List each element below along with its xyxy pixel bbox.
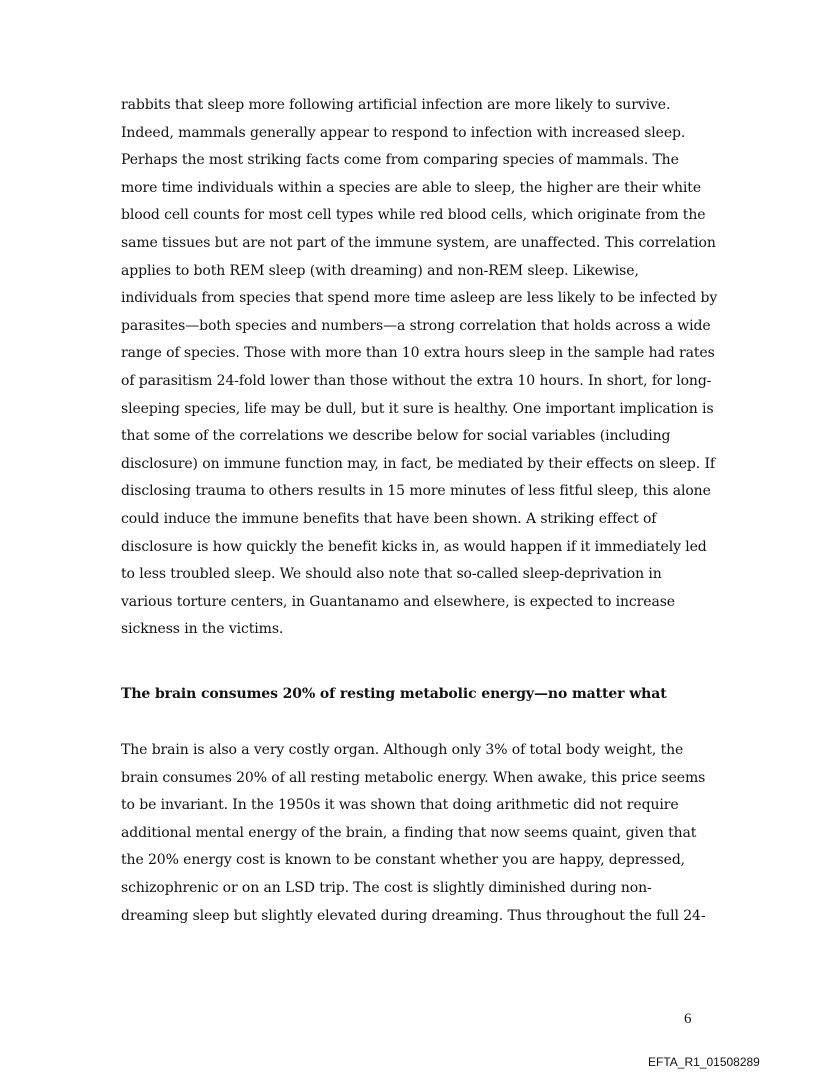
text-line: Indeed, mammals generally appear to respond to infection with increased sleep. bbox=[121, 124, 686, 141]
text-line: of parasitism 24-fold lower than those without the extra 10 hours. In short, for long- bbox=[121, 372, 712, 389]
body-paragraph-sleep-immunity bbox=[121, 92, 718, 644]
text-line: to less troubled sleep. We should also note that so-called sleep-deprivation in bbox=[121, 566, 662, 583]
text-line: could induce the immune benefits that have been shown. A striking effect of bbox=[121, 510, 657, 527]
text-line: blood cell counts for most cell types while red blood cells, which originate from the bbox=[121, 207, 706, 224]
text-line: schizophrenic or on an LSD trip. The cost is slightly diminished during non- bbox=[121, 879, 652, 896]
document-id: EFTA_R1_01508289 bbox=[648, 1055, 760, 1069]
text-line: more time individuals within a species are able to sleep, the higher are their white bbox=[121, 179, 702, 196]
text-line: dreaming sleep but slightly elevated during dreaming. Thus throughout the full 24- bbox=[121, 907, 706, 924]
text-line: sickness in the victims. bbox=[121, 621, 284, 638]
text-line: disclosure) on immune function may, in fact, be mediated by their effects on sleep. If bbox=[121, 455, 715, 472]
text-line: that some of the correlations we describe below for social variables (including bbox=[121, 428, 671, 445]
text-line: range of species. Those with more than 10 extra hours sleep in the sample had rates bbox=[121, 345, 715, 362]
text-line: the 20% energy cost is known to be constant whether you are happy, depressed, bbox=[121, 852, 686, 869]
section-heading: The brain consumes 20% of resting metabolic energy—no matter what bbox=[121, 686, 667, 702]
text-line: Perhaps the most striking facts come from comparing species of mammals. The bbox=[121, 152, 679, 169]
text-line: additional mental energy of the brain, a finding that now seems quaint, given that bbox=[121, 824, 697, 841]
text-line: rabbits that sleep more following artificial infection are more likely to survive. bbox=[121, 97, 671, 113]
text-line: to be invariant. In the 1950s it was shown that doing arithmetic did not require bbox=[121, 797, 679, 814]
page-number: 6 bbox=[684, 1011, 692, 1027]
text-line: The brain is also a very costly organ. Although only 3% of total body weight, the bbox=[121, 742, 684, 758]
body-paragraph-brain-energy bbox=[121, 737, 706, 930]
text-line: parasites—both species and numbers—a strong correlation that holds across a wide bbox=[121, 317, 711, 334]
text-line: same tissues but are not part of the immune system, are unaffected. This correlation bbox=[121, 234, 716, 251]
text-line: applies to both REM sleep (with dreaming) and non-REM sleep. Likewise, bbox=[121, 262, 639, 279]
text-line: sleeping species, life may be dull, but it sure is healthy. One important implication is bbox=[121, 400, 714, 417]
text-line: brain consumes 20% of all resting metabolic energy. When awake, this price seems bbox=[121, 769, 706, 786]
text-line: disclosure is how quickly the benefit kicks in, as would happen if it immediately led bbox=[121, 538, 707, 555]
text-line: individuals from species that spend more time asleep are less likely to be infected by bbox=[121, 290, 718, 307]
text-line: disclosing trauma to others results in 15 more minutes of less fitful sleep, this alone bbox=[121, 483, 711, 500]
text-line: various torture centers, in Guantanamo and elsewhere, is expected to increase bbox=[121, 593, 675, 610]
